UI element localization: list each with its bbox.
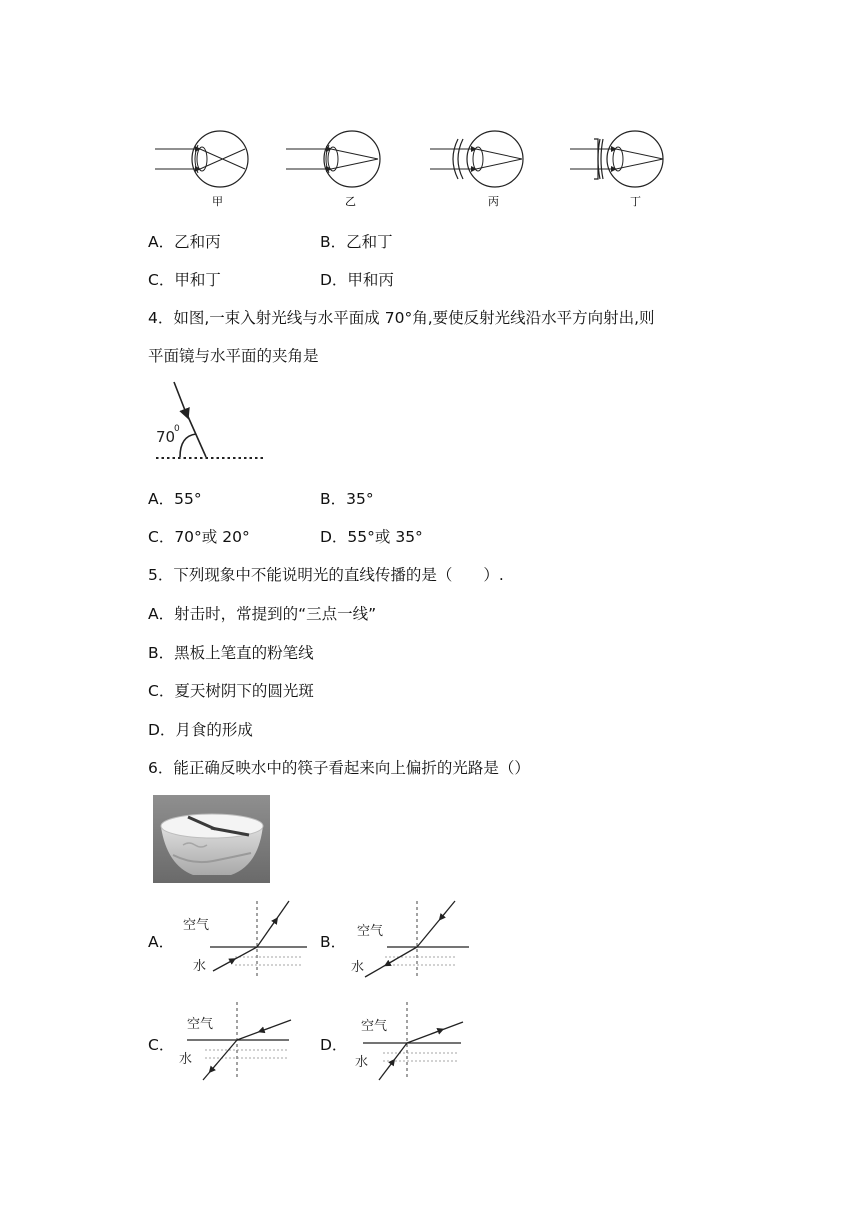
bowl-chopstick-photo [153, 795, 270, 883]
q4-angle-label: 70 [156, 428, 176, 446]
water-label: 水 [193, 959, 207, 974]
water-label: 水 [179, 1052, 193, 1067]
water-label: 水 [355, 1055, 369, 1070]
q3-option-a: A．乙和丙 [148, 233, 221, 251]
air-label: 空气 [357, 924, 384, 939]
q6-stem: 6．能正确反映水中的筷子看起来向上偏折的光路是（） [148, 759, 530, 777]
q6-option-b-label: B． [320, 933, 347, 951]
eye-diagrams-figure [150, 125, 680, 215]
eye-label-jia: 甲 [212, 195, 223, 208]
q4-stem-line1: 4．如图,一束入射光线与水平面成 70°角,要使反射光线沿水平方向射出,则 [148, 309, 655, 327]
eye-label-ding: 丁 [630, 195, 641, 208]
air-label: 空气 [187, 1017, 214, 1032]
q6-option-a-label: A． [148, 933, 175, 951]
air-label: 空气 [361, 1019, 388, 1034]
eye-yi [286, 131, 380, 187]
q6-option-b-diagram [345, 895, 485, 980]
q4-option-d: D．55°或 35° [320, 528, 423, 546]
q3-option-b: B．乙和丁 [320, 233, 393, 251]
q6-option-c-diagram [175, 1000, 315, 1085]
q6-option-a-diagram [175, 895, 315, 980]
eye-label-yi: 乙 [345, 195, 356, 208]
eye-bing [430, 131, 523, 187]
water-label: 水 [351, 960, 365, 975]
q5-option-c: C．夏天树阴下的圆光斑 [148, 682, 314, 700]
eye-ding [570, 131, 663, 187]
eye-jia [155, 131, 248, 187]
q5-stem: 5．下列现象中不能说明光的直线传播的是（ ）. [148, 566, 504, 584]
q3-option-c: C．甲和丁 [148, 271, 221, 289]
eye-label-bing: 丙 [488, 195, 499, 208]
q6-option-d-diagram [345, 1000, 485, 1085]
air-label: 空气 [183, 918, 210, 933]
q6-option-d-label: D． [320, 1036, 348, 1054]
q4-angle-figure [150, 378, 270, 463]
q4-stem-line2: 平面镜与水平面的夹角是 [148, 347, 319, 365]
q5-option-a: A．射击时，常提到的“三点一线” [148, 605, 377, 623]
q4-option-b: B．35° [320, 490, 374, 508]
q5-option-b: B．黑板上笔直的粉笔线 [148, 644, 314, 662]
q4-option-c: C．70°或 20° [148, 528, 250, 546]
q4-angle-degree: 0 [174, 424, 180, 434]
q4-option-a: A．55° [148, 490, 202, 508]
q3-option-d: D．甲和丙 [320, 271, 394, 289]
q5-option-d: D．月食的形成 [148, 721, 253, 739]
q6-option-c-label: C． [148, 1036, 175, 1054]
